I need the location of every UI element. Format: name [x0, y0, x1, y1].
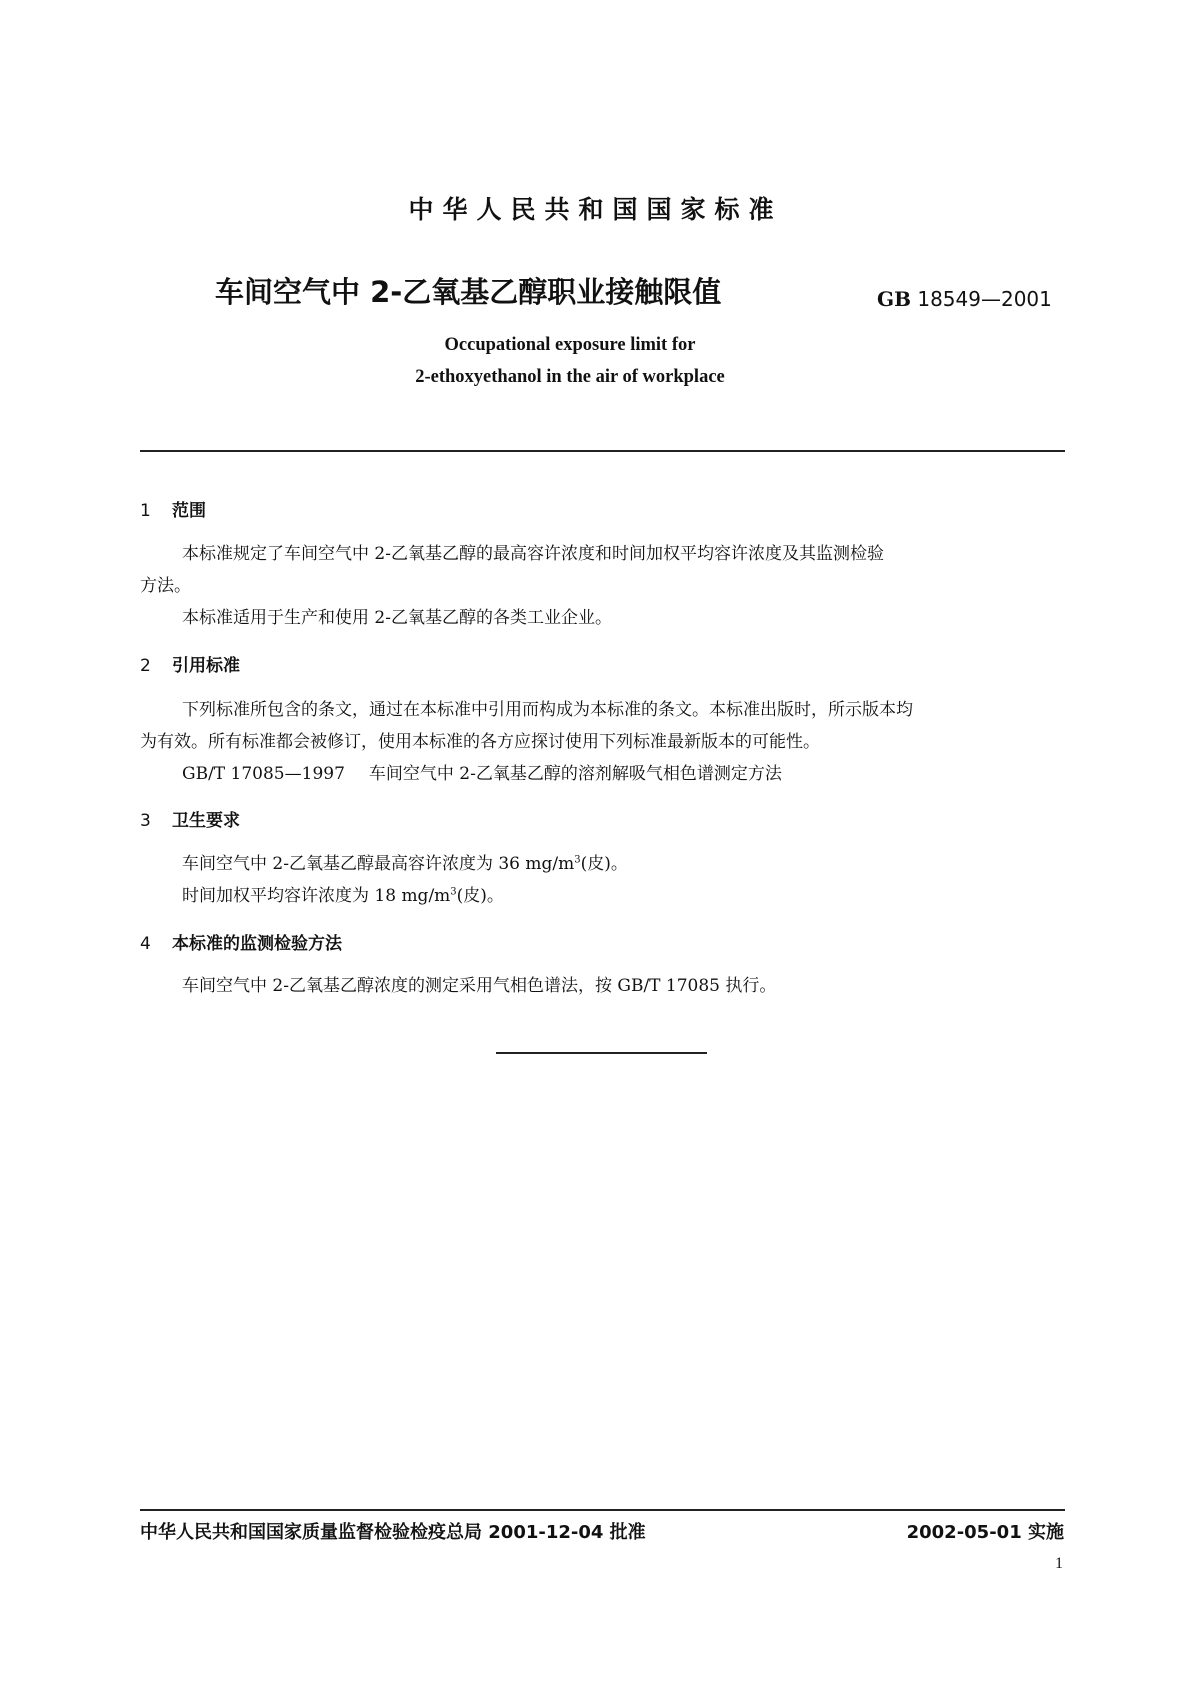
section-1-para-1-line-1: 本标准规定了车间空气中 2-乙氧基乙醇的最高容许浓度和时间加权平均容许浓度及其监测检验	[182, 544, 884, 564]
section-4-para-1: 车间空气中 2-乙氧基乙醇浓度的测定采用气相色谱法，按 GB/T 17085 执行。	[182, 976, 777, 996]
section-3-limit-max	[182, 848, 628, 880]
limit-twa-text: 时间加权平均容许浓度为 18 mg/m	[182, 886, 451, 906]
section-2-heading	[140, 651, 240, 676]
footer-divider	[140, 1509, 1065, 1511]
document-title-cn: 车间空气中 2-乙氧基乙醇职业接触限值	[215, 275, 722, 309]
section-3-title: 卫生要求	[172, 811, 240, 831]
national-standard-title: 中华人民共和国国家标准	[408, 195, 783, 224]
document-title-en-line1: Occupational exposure limit for	[444, 335, 696, 355]
section-1-para-2: 本标准适用于生产和使用 2-乙氧基乙醇的各类工业企业。	[182, 608, 612, 628]
document-title-en-line2: 2-ethoxyethanol in the air of workplace	[415, 367, 725, 387]
section-2-title: 引用标准	[172, 656, 240, 676]
section-2-reference	[182, 758, 782, 790]
section-3-number: 3	[140, 811, 151, 831]
standard-code	[877, 287, 1052, 311]
section-1-number: 1	[140, 501, 151, 521]
section-2-para-1-line-1: 下列标准所包含的条文，通过在本标准中引用而构成为本标准的条文。本标准出版时，所示版本均	[182, 700, 913, 720]
header-divider	[140, 450, 1065, 452]
section-4-title: 本标准的监测检验方法	[172, 934, 342, 954]
limit-max-tail: (皮)。	[580, 854, 628, 874]
section-1-title: 范围	[172, 501, 206, 521]
limit-max-text: 车间空气中 2-乙氧基乙醇最高容许浓度为 36 mg/m	[182, 854, 575, 874]
section-2-number: 2	[140, 656, 151, 676]
section-2-para-1-line-2: 为有效。所有标准都会被修订，使用本标准的各方应探讨使用下列标准最新版本的可能性。	[140, 732, 820, 752]
reference-code: GB/T 17085—1997	[182, 764, 345, 784]
end-rule	[496, 1052, 707, 1054]
standard-code-number: 18549—2001	[917, 287, 1052, 311]
effective-date: 2002-05-01 实施	[906, 1522, 1064, 1543]
limit-max-unit-exponent: 3	[574, 854, 581, 866]
limit-twa-unit-exponent: 3	[450, 886, 457, 898]
section-4-heading	[140, 929, 342, 954]
section-3-limit-twa	[182, 880, 504, 912]
limit-twa-tail: (皮)。	[456, 886, 504, 906]
reference-title: 车间空气中 2-乙氧基乙醇的溶剂解吸气相色谱测定方法	[368, 764, 782, 784]
section-1-heading	[140, 496, 206, 521]
approval-statement: 中华人民共和国国家质量监督检验检疫总局 2001-12-04 批准	[140, 1522, 646, 1543]
page-number: 1	[1055, 1555, 1063, 1572]
section-1-para-1-line-2: 方法。	[140, 576, 191, 596]
section-4-number: 4	[140, 934, 151, 954]
section-3-heading	[140, 806, 240, 831]
standard-code-prefix: GB	[877, 287, 911, 311]
